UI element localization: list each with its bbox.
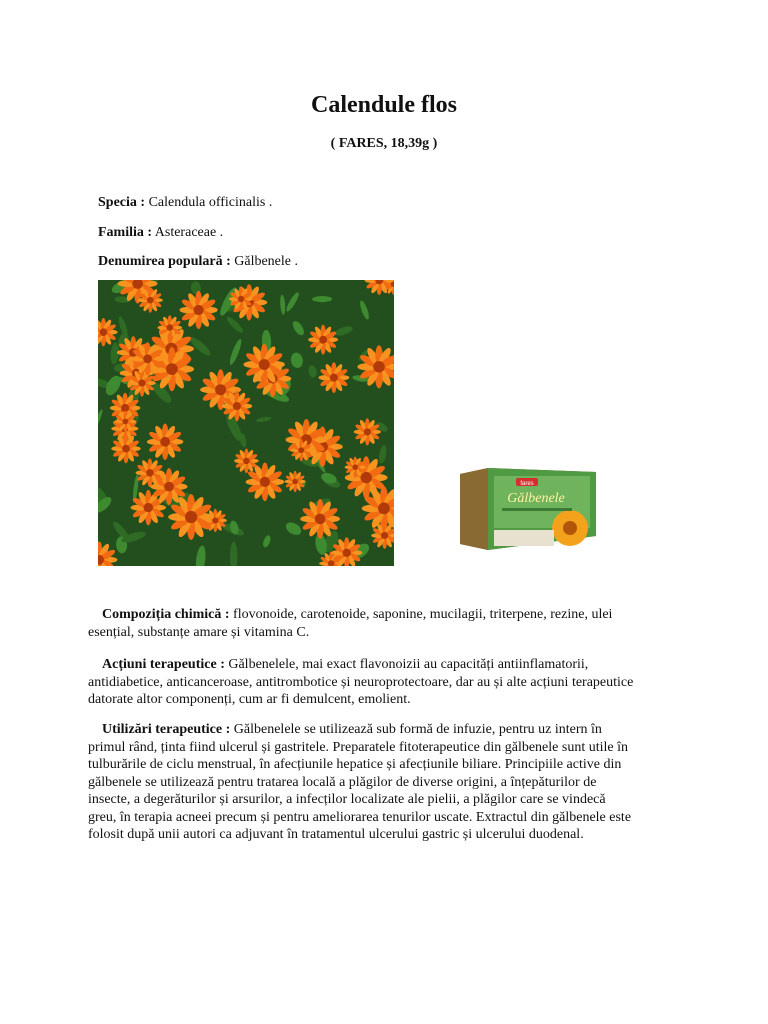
fact-label: Familia : xyxy=(98,225,153,240)
section-line: insecte, a degerăturilor și arsurilor, a infecților localizate ale pielii, a plăgilor care se vindecă xyxy=(88,792,606,807)
fact-family xyxy=(98,225,223,241)
box-brand-text: fares xyxy=(520,481,534,487)
fact-value: Asteraceae . xyxy=(152,225,224,240)
page-subtitle: ( FARES, 18,39g ) xyxy=(330,136,438,151)
section-line: greu, în terapia acneei precum și pentru ameliorarea tenurilor uscate. Extractul din gălbenele este xyxy=(88,809,632,825)
section-label: Utilizări terapeutice : xyxy=(102,722,231,737)
fact-species xyxy=(98,195,272,211)
section-line: primul rând, ținta fiind ulcerul și gastritele. Preparatele fitoterapeutice din gălbenele sunt utile în xyxy=(88,739,628,755)
fact-label: Specia : xyxy=(98,195,146,210)
tea-box-product-image xyxy=(458,466,598,552)
section-line: antidiabetice, anticanceroase, antitrombotice și neuroprotectoare, dar au și alte acțiuni terapeutice xyxy=(88,674,634,690)
fact-common-name xyxy=(98,254,298,270)
section-line: esențial, substanțe amare și vitamina C. xyxy=(88,624,310,640)
section-line: tulburările de ciclu menstrual, în afecțiunile hepatice și afecțiunile biliare. Principiile active din xyxy=(88,757,622,772)
fact-label: Denumirea populară : xyxy=(98,254,231,269)
section-label: Compoziția chimică : xyxy=(102,607,230,622)
section-therapeutic-uses xyxy=(88,721,684,844)
section-label: Acțiuni terapeutice : xyxy=(102,657,225,672)
section-line: Gălbenelele se utilizează sub formă de infuzie, pentru uz intern în xyxy=(230,722,602,737)
marigold-illustration xyxy=(98,280,394,566)
section-chemical-composition xyxy=(88,606,684,641)
section-line: folosit după unii autori ca adjuvant în tratamentul ulcerului gastric și ulcerului duodenal. xyxy=(88,827,584,842)
leaf-shape xyxy=(312,296,332,302)
section-line: flovonoide, carotenoide, saponine, mucilagii, triterpene, rezine, ulei xyxy=(229,607,613,622)
section-line: Gălbenelele, mai exact flavonoizii au capacități antiinflamatorii, xyxy=(224,657,589,672)
fact-value: Gălbenele . xyxy=(230,254,298,269)
section-line: datorate altor componenți, cum ar fi demulcent, emolient. xyxy=(88,692,411,707)
tea-box-illustration xyxy=(458,466,598,552)
page-title: Calendule flos xyxy=(310,92,457,118)
box-product-text: Gălbenele xyxy=(507,491,565,506)
fact-value: Calendula officinalis . xyxy=(145,195,273,210)
section-therapeutic-actions xyxy=(88,656,684,709)
marigold-flowers-photo xyxy=(98,280,394,566)
section-line: gălbenele se utilizează pentru tratarea locală a plăgilor de diverse origini, a înțepăturilor de xyxy=(88,774,597,790)
